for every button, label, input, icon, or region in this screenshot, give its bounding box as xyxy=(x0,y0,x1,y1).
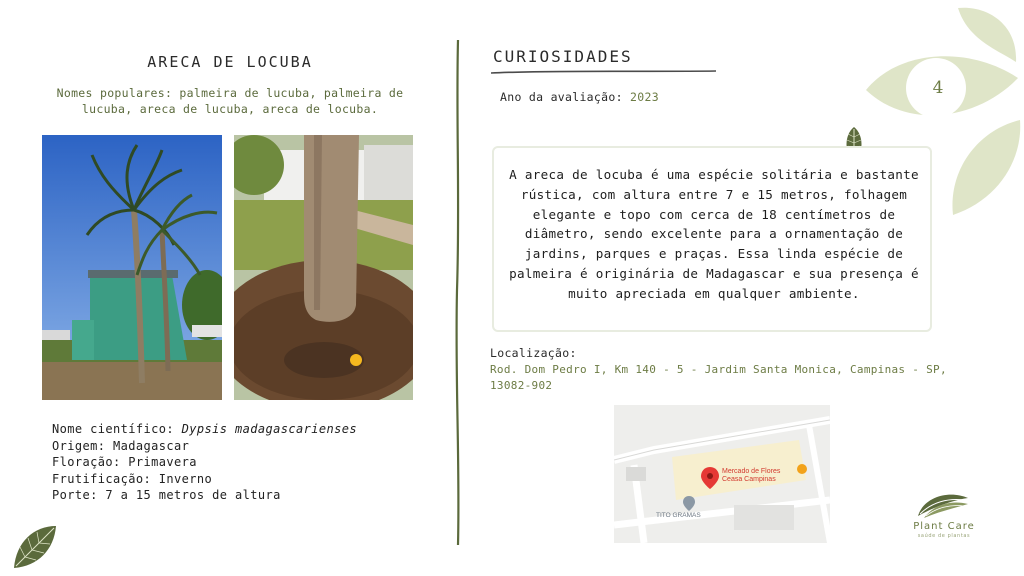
trunk-photo xyxy=(234,135,413,400)
map-place-name xyxy=(722,468,780,484)
location-label: Localização: xyxy=(490,346,577,360)
brand-tagline: saúde de plantas xyxy=(917,533,971,539)
origin-row: Origem: Madagascar xyxy=(52,438,190,453)
map-nearby-label: TITO GRAMAS xyxy=(656,512,701,519)
evaluation-year xyxy=(500,90,659,104)
location-map[interactable] xyxy=(614,405,830,543)
scientific-name-row xyxy=(52,421,357,438)
popular-names: Nomes populares: palmeira de lucuba, palmeira de lucuba, areca de lucuba, areca de locuba. xyxy=(56,86,404,116)
map-place-line2: Ceasa Campinas xyxy=(722,476,776,483)
evaluation-year-value: 2023 xyxy=(630,90,659,104)
size-row: Porte: 7 a 15 metros de altura xyxy=(52,488,281,502)
scientific-name-value: Dypsis madagascarienses xyxy=(181,422,357,436)
plant-title: ARECA DE LOCUBA xyxy=(147,53,313,71)
plant-facts xyxy=(52,421,357,504)
column-divider xyxy=(453,40,463,545)
flowering-row: Floração: Primavera xyxy=(52,455,197,469)
scientific-name-label: Nome científico: xyxy=(52,422,182,436)
fruiting-row: Frutificação: Inverno xyxy=(52,471,213,486)
evaluation-year-label: Ano da avaliação: xyxy=(500,90,631,104)
palm-tree-photo xyxy=(42,135,222,400)
location-address: Rod. Dom Pedro I, Km 140 - 5 - Jardim Santa Monica, Campinas - SP, 13082-902 xyxy=(490,363,947,392)
leaf-decoration-bottom-left-icon xyxy=(10,522,60,572)
description-text: A areca de locuba é uma espécie solitária e bastante rústica, com altura entre 7 e 15 metros, folhagem elegante e topo com cerca de 18 centímetros de diâmetro, sendo excelente para a ornamentação de jardins, parques e praças. Essa linda espécie de palmeira é originária de Madagascar e sua presença é muito apreciada em qualquer ambiente. xyxy=(509,167,919,301)
plant-care-logo-icon xyxy=(914,488,970,520)
map-place-line1: Mercado de Flores xyxy=(722,468,781,475)
curiosities-underline xyxy=(491,68,716,76)
brand-name: Plant Care xyxy=(913,521,975,532)
curiosities-title: CURIOSIDADES xyxy=(493,47,633,66)
page-number: 4 xyxy=(932,78,944,98)
